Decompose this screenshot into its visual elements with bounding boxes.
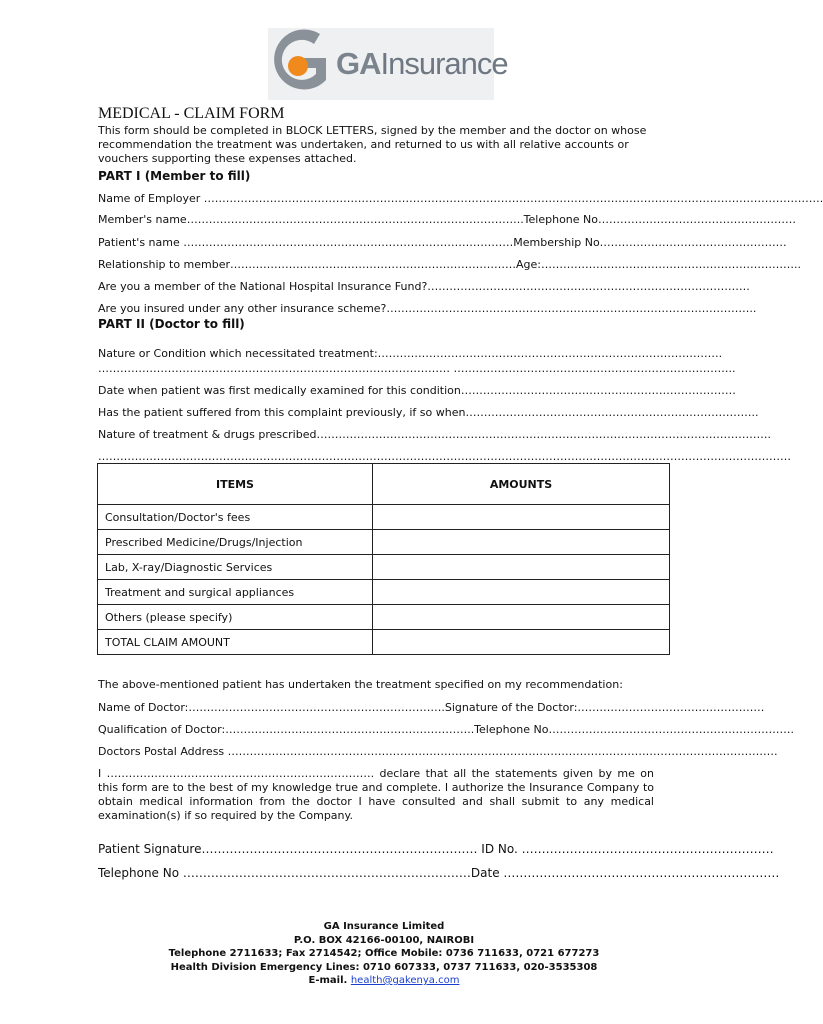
amount-cell[interactable] [373, 605, 670, 630]
treatment-drugs-field[interactable]: Nature of treatment & drugs prescribed……………………………………………………………………………………………………………. [98, 428, 771, 441]
doctor-name-field[interactable]: Name of Doctor:…………………………………………………………….Signature of the Doctor:…………………………………………… [98, 701, 765, 714]
footer-company: GA Insurance Limited [323, 921, 445, 932]
table-row [98, 505, 670, 530]
amount-cell[interactable] [373, 580, 670, 605]
previous-complaint-field[interactable]: Has the patient suffered from this complaint previously, if so when…………………………………………………………………….. [98, 406, 759, 419]
first-examined-field[interactable]: Date when patient was first medically examined for this condition………………………………………………………………… [98, 384, 736, 397]
doctor-address-field[interactable]: Doctors Postal Address …………………………………………………………………………………………………………………………………… [98, 745, 778, 758]
table-row [98, 580, 670, 605]
condition-field[interactable]: Nature or Condition which necessitated treatment:…………………………………………………………………………………. [98, 347, 723, 360]
amount-cell[interactable] [373, 555, 670, 580]
employer-field[interactable]: Name of Employer ……………………………………………………………………………………………………………………………………………………. [98, 192, 823, 205]
footer-phones: Telephone 2711633; Fax 2714542; Office Mobile: 0736 711633, 0721 677273 [168, 948, 600, 959]
footer-address: P.O. BOX 42166-00100, NAIROBI [293, 934, 475, 946]
member-name-field[interactable]: Member's name………………………………………………………………………………..Telephone No……………………………………………… [98, 213, 797, 226]
other-insurance-field[interactable]: Are you insured under any other insurance scheme?……………………………………………………………………………………….. [98, 302, 757, 315]
amount-cell[interactable] [373, 530, 670, 555]
claims-table [97, 463, 670, 655]
item-label: Treatment and surgical appliances [98, 580, 373, 605]
amounts-header: AMOUNTS [373, 464, 670, 505]
item-label: Consultation/Doctor's fees [98, 505, 373, 530]
item-label: TOTAL CLAIM AMOUNT [98, 630, 373, 655]
table-row [98, 530, 670, 555]
declaration-text: I ………………………………………………………………. declare that all the statements given by me on this form are to the best of my knowledge true and complete. I authorize the Insurance Company to obtain medical information from the doctor I have consulted and shall submit to any medical examination(s) if so required by the Company. [98, 767, 654, 822]
part2-heading: PART II (Doctor to fill) [98, 317, 245, 331]
company-logo [268, 28, 508, 100]
condition-continuation-field[interactable]: …………………………………………………………………………………… ………………………………………………………………….. [98, 362, 736, 375]
logo-mark-icon [268, 28, 338, 100]
footer-email-link[interactable]: health@gakenya.com [350, 975, 460, 986]
table-row [98, 630, 670, 655]
table-header-row [98, 464, 670, 505]
patient-signature-field[interactable]: Patient Signature…………………………………………………………… ID No. ……………………………………………………… [98, 842, 774, 856]
footer-email-line [0, 974, 768, 988]
intro-text: This form should be completed in BLOCK LETTERS, signed by the member and the doctor on whose recommendation the treatment was undertaken, and returned to us with all relative accounts or vouchers supporting these expenses attached. [98, 124, 647, 165]
doctor-qualification-field[interactable]: Qualification of Doctor:…………………………………………………………..Telephone No…………………………………………………………. [98, 723, 795, 736]
amount-cell[interactable] [373, 630, 670, 655]
relationship-field[interactable]: Relationship to member……………………………………………………………………Age:…………………………………………………………….. [98, 258, 802, 271]
telephone-date-field[interactable]: Telephone No ………………………………………………………………Date …………………………………………………………… [98, 866, 780, 880]
footer-emergency: Health Division Emergency Lines: 0710 607333, 0737 711633, 020-3535308 [170, 961, 598, 973]
part1-heading: PART I (Member to fill) [98, 169, 251, 183]
nhif-field[interactable]: Are you a member of the National Hospital Insurance Fund?……………………………………………………………………………. [98, 280, 750, 293]
table-row [98, 605, 670, 630]
items-header: ITEMS [98, 464, 373, 505]
logo-insurance-text: Insurance [380, 46, 508, 81]
item-label: Others (please specify) [98, 605, 373, 630]
treatment-continuation-field[interactable]: ……………………………………………………………………………………………………………………………………………………………………… [98, 450, 791, 463]
item-label: Lab, X-ray/Diagnostic Services [98, 555, 373, 580]
amount-cell[interactable] [373, 505, 670, 530]
doctor-statement: The above-mentioned patient has undertaken the treatment specified on my recommendation: [98, 678, 623, 691]
form-title: MEDICAL - CLAIM FORM [98, 105, 285, 122]
logo-ga-text: GA [336, 46, 381, 81]
patient-name-field[interactable]: Patient's name ………………………………………………………………………………Membership No…………………………………………… [98, 236, 787, 249]
table-row [98, 555, 670, 580]
footer [0, 920, 768, 988]
footer-email-label: E-mail. [308, 975, 348, 986]
item-label: Prescribed Medicine/Drugs/Injection [98, 530, 373, 555]
